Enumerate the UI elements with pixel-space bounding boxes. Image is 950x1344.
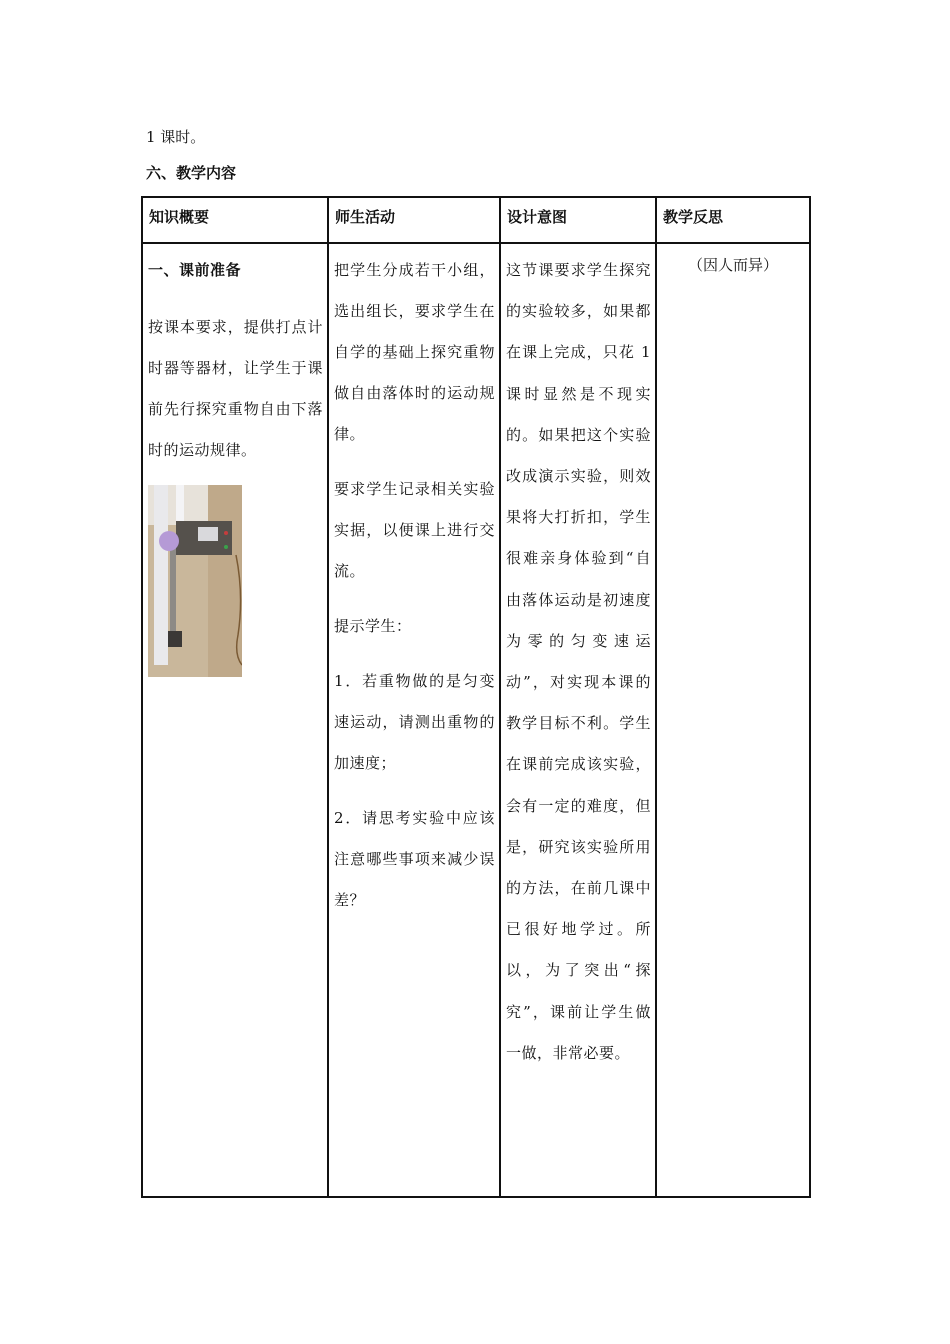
lesson-table xyxy=(141,196,811,1198)
header-activities: 师生活动 xyxy=(328,197,500,243)
activity-record: 要求学生记录相关实验实据，以便课上进行交流。 xyxy=(334,480,495,580)
knowledge-cell xyxy=(142,243,328,1197)
apparatus-photo xyxy=(148,485,242,677)
design-intent-cell xyxy=(500,243,656,1197)
section-heading: 六、教学内容 xyxy=(146,164,237,182)
reflection-text: （因人而异） xyxy=(687,256,778,274)
activities-cell xyxy=(328,243,500,1197)
knowledge-title: 一、课前准备 xyxy=(148,261,242,279)
activity-prompt: 提示学生： xyxy=(334,617,412,635)
activity-grouping: 把学生分成若干小组，选出组长，要求学生在自学的基础上探究重物做自由落体时的运动规律。 xyxy=(334,261,495,443)
knowledge-text: 按课本要求，提供打点计时器等器材，让学生于课前先行探究重物自由下落时的运动规律。 xyxy=(148,318,323,459)
header-knowledge: 知识概要 xyxy=(142,197,328,243)
design-intent-text: 这节课要求学生探究的实验较多，如果都在课上完成，只花 1 课时显然是不现实的。如果把这个实验改成演示实验，则效果将大打折扣，学生很难亲身体验到“自由落体运动是初速度为零的匀变速运动”，对实现本课的教学目标不利。学生在课前完成该实验，会有一定的难度，但是，研究该实验所用的方法，在前几课中已很好地学过。所以，为了突出“探究”，课前让学生做一做，非常必要。 xyxy=(506,261,651,1062)
reflection-cell xyxy=(656,243,810,1197)
header-design-intent: 设计意图 xyxy=(500,197,656,243)
table-header-row xyxy=(142,197,810,243)
table-row xyxy=(142,243,810,1197)
activity-question-2: 2．请思考实验中应该注意哪些事项来减少误差？ xyxy=(334,809,495,909)
header-reflection: 教学反思 xyxy=(656,197,810,243)
activity-question-1: 1．若重物做的是匀变速运动，请测出重物的加速度； xyxy=(334,672,495,772)
intro-line: 1 课时。 xyxy=(146,128,206,146)
